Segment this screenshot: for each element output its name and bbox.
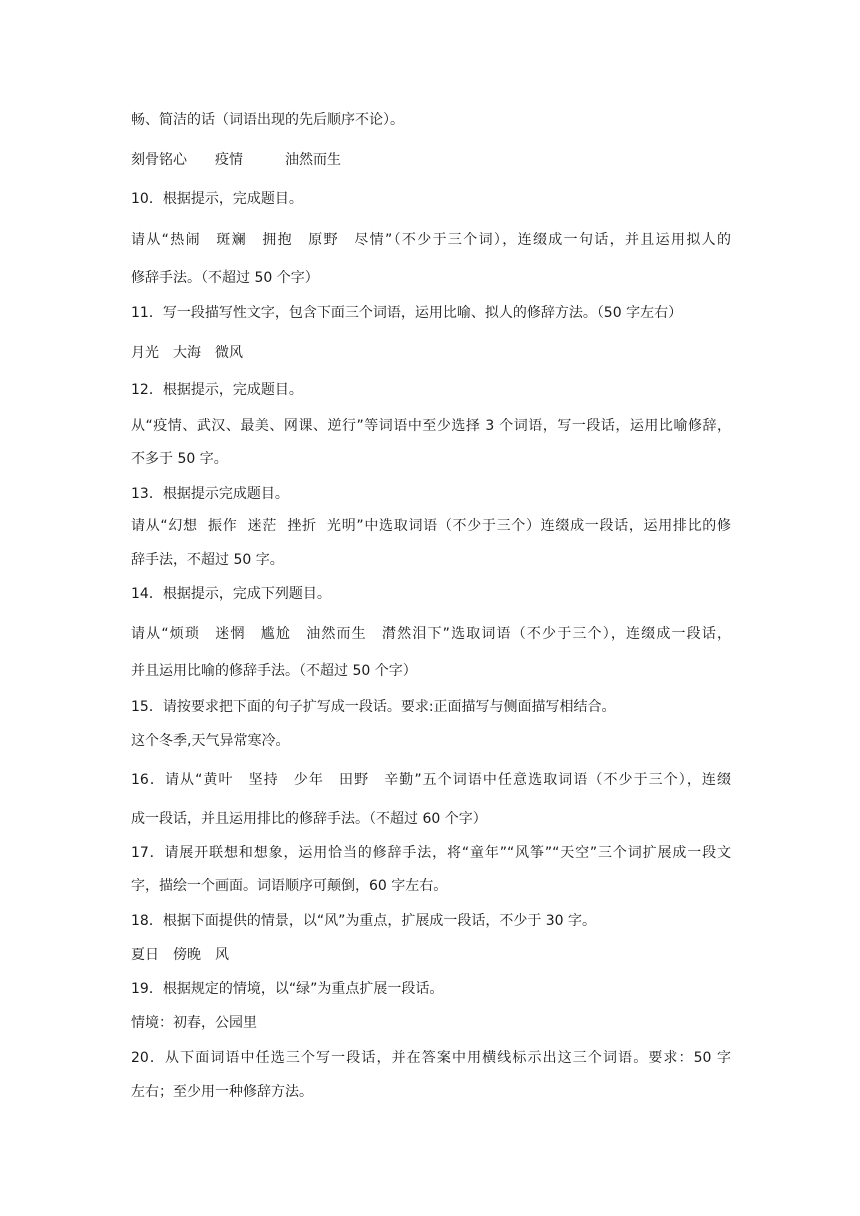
text-line: 请从“幻想 振作 迷茫 挫折 光明”中选取词语（不少于三个）连缀成一段话，运用排比的修 — [131, 518, 731, 534]
question-11-title: 11．写一段描写性文字，包含下面三个词语，运用比喻、拟人的修辞方法。（50 字左右） — [131, 305, 683, 321]
question-14-title: 14．根据提示，完成下列题目。 — [131, 586, 331, 602]
question-15-title: 15．请按要求把下面的句子扩写成一段话。要求:正面描写与侧面描写相结合。 — [131, 699, 616, 715]
text-line: 并且运用比喻的修辞手法。（不超过 50 个字） — [131, 663, 417, 679]
text-line: 夏日 傍晚 风 — [131, 947, 229, 963]
question-19-title: 19．根据规定的情境，以“绿”为重点扩展一段话。 — [131, 981, 444, 997]
text-line: 字，描绘一个画面。词语顺序可颠倒，60 字左右。 — [131, 878, 448, 894]
question-17-title: 17．请展开联想和想象，运用恰当的修辞手法，将“童年”“风筝”“天空”三个词扩展成一段文 — [131, 845, 731, 861]
text-line: 情境：初春，公园里 — [131, 1015, 257, 1031]
question-18-title: 18．根据下面提供的情景，以“风”为重点，扩展成一段话，不少于 30 字。 — [131, 913, 597, 929]
question-13-title: 13．根据提示完成题目。 — [131, 486, 289, 502]
question-20-title: 20．从下面词语中任选三个写一段话，并在答案中用横线标示出这三个词语。要求：50 字 — [131, 1050, 731, 1066]
text-line: 月光 大海 微风 — [131, 345, 243, 361]
text-line: 左右；至少用一种修辞方法。 — [131, 1084, 313, 1100]
text-line: 请从“烦琐 迷惘 尴尬 油然而生 潸然泪下”选取词语（不少于三个），连缀成一段话， — [131, 626, 731, 642]
text-line: 畅、简洁的话（词语出现的先后顺序不论）。 — [131, 112, 404, 128]
text-line: 辞手法，不超过 50 字。 — [131, 552, 284, 568]
text-line: 从“疫情、武汉、最美、网课、逆行”等词语中至少选择 3 个词语，写一段话，运用比喻修辞， — [131, 418, 731, 434]
text-line: 请从“热闹 斑斓 拥抱 原野 尽情”（不少于三个词），连缀成一句话，并且运用拟人的 — [131, 232, 731, 248]
question-10-title: 10．根据提示，完成题目。 — [131, 191, 303, 207]
text-line: 成一段话，并且运用排比的修辞手法。（不超过 60 个字） — [131, 811, 487, 827]
text-line: 刻骨铭心 疫情 油然而生 — [131, 152, 341, 168]
text-line: 这个冬季,天气异常寒冷。 — [131, 733, 290, 749]
text-line: 不多于 50 字。 — [131, 451, 228, 467]
text-line: 修辞手法。（不超过 50 个字） — [131, 270, 319, 286]
question-12-title: 12．根据提示，完成题目。 — [131, 382, 303, 398]
question-16-title: 16．请从“黄叶 坚持 少年 田野 辛勤”五个词语中任意选取词语（不少于三个），连缀 — [131, 772, 731, 788]
